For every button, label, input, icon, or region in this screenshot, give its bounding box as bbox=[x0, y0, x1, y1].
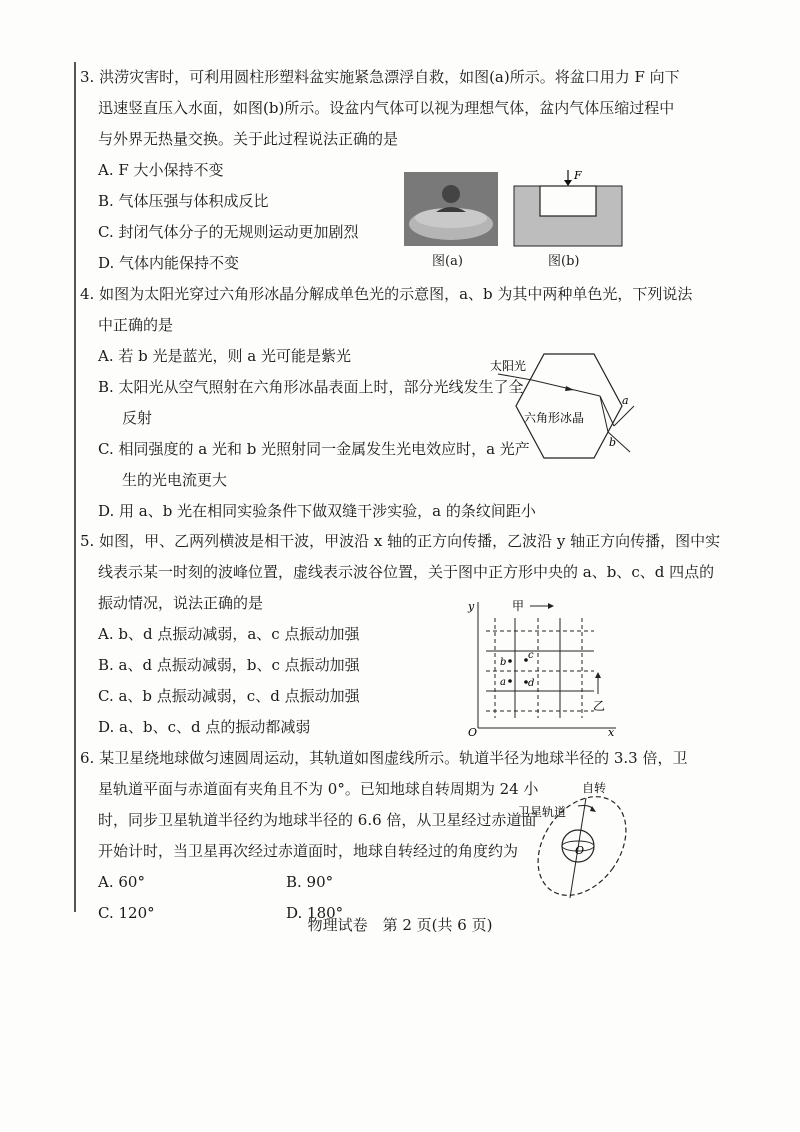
x-axis-label: x bbox=[608, 726, 615, 738]
figure-b-caption: 图(b) bbox=[548, 254, 580, 269]
origin-label: O bbox=[468, 726, 478, 738]
rotation-label: 自转 bbox=[582, 781, 607, 795]
option-d: D. a、b、c、d 点的振动都减弱 bbox=[98, 718, 311, 736]
question-4-line: 4. 如图为太阳光穿过六角形冰晶分解成单色光的示意图，a、b 为其中两种单色光，下列说法 bbox=[80, 285, 693, 303]
question-5-line: 5. 如图，甲、乙两列横波是相干波，甲波沿 x 轴的正方向传播，乙波沿 y 轴正方向传播，图中实 bbox=[80, 532, 721, 550]
question-6-line: 星轨道平面与赤道面有夹角且不为 0°。已知地球自转周期为 24 小 bbox=[98, 780, 539, 798]
option-d: D. 气体内能保持不变 bbox=[98, 254, 240, 272]
center-label: O bbox=[575, 844, 585, 857]
question-3-line: 迅速竖直压入水面，如图(b)所示。设盆内气体可以视为理想气体，盆内气体压缩过程中 bbox=[98, 99, 675, 117]
option-c: C. 相同强度的 a 光和 b 光照射同一金属发生光电效应时，a 光产 bbox=[98, 440, 530, 458]
ray-b-label: b bbox=[609, 436, 617, 449]
option-c: C. a、b 点振动减弱，c、d 点振动加强 bbox=[98, 687, 360, 705]
figure-a-caption: 图(a) bbox=[432, 254, 463, 269]
option-d: D. 用 a、b 光在相同实验条件下做双缝干涉实验，a 的条纹间距小 bbox=[98, 502, 536, 520]
force-label: F bbox=[574, 169, 582, 182]
figure-a-photo bbox=[404, 172, 498, 250]
question-4-line: 中正确的是 bbox=[98, 316, 174, 334]
ice-crystal-diagram bbox=[488, 346, 638, 486]
figure-b-diagram bbox=[512, 168, 624, 252]
option-b: B. 气体压强与体积成反比 bbox=[98, 192, 269, 210]
question-6-line: 开始计时，当卫星再次经过赤道面时，地球自转经过的角度约为 bbox=[98, 842, 519, 860]
wave-jia-label: 甲 bbox=[512, 599, 525, 613]
margin-line bbox=[74, 62, 76, 912]
option-c-cont: 生的光电流更大 bbox=[122, 471, 228, 489]
option-c: C. 120° bbox=[98, 904, 155, 922]
page-footer: 物理试卷 第 2 页(共 6 页) bbox=[307, 916, 493, 934]
y-axis-label: y bbox=[468, 600, 475, 613]
option-b-cont: 反射 bbox=[122, 409, 153, 427]
option-d: D. 180° bbox=[286, 904, 344, 922]
option-a: A. 若 b 光是蓝光，则 a 光可能是紫光 bbox=[98, 347, 351, 365]
option-c: C. 封闭气体分子的无规则运动更加剧烈 bbox=[98, 223, 359, 241]
crystal-label: 六角形冰晶 bbox=[524, 411, 585, 425]
question-6-line: 时，同步卫星轨道半径约为地球半径的 6.6 倍，从卫星经过赤道面 bbox=[98, 811, 537, 829]
ray-a-label: a bbox=[622, 394, 629, 407]
option-b: B. a、d 点振动减弱，b、c 点振动加强 bbox=[98, 656, 360, 674]
question-5 bbox=[80, 526, 720, 743]
option-b: B. 太阳光从空气照射在六角形冰晶表面上时，部分光线发生了全 bbox=[98, 378, 524, 396]
point-a-label: a bbox=[500, 677, 506, 688]
question-3-line: 3. 洪涝灾害时，可利用圆柱形塑料盆实施紧急漂浮自救，如图(a)所示。将盆口用力 F 向下 bbox=[80, 68, 680, 86]
sunlight-label: 太阳光 bbox=[490, 359, 527, 373]
point-c-label: c bbox=[528, 650, 534, 661]
point-d-label: d bbox=[528, 678, 535, 689]
wave-grid-diagram bbox=[460, 596, 620, 742]
wave-yi-label: 乙 bbox=[593, 699, 606, 713]
option-a: A. b、d 点振动减弱，a、c 点振动加强 bbox=[98, 625, 360, 643]
point-b-label: b bbox=[500, 657, 507, 668]
question-6-line: 6. 某卫星绕地球做匀速圆周运动，其轨道如图虚线所示。轨道半径为地球半径的 3.3 倍，卫 bbox=[80, 749, 688, 767]
question-5-line: 振动情况，说法正确的是 bbox=[98, 594, 264, 612]
satellite-orbit-diagram bbox=[516, 780, 640, 910]
option-b: B. 90° bbox=[286, 873, 334, 891]
question-3-line: 与外界无热量交换。关于此过程说法正确的是 bbox=[98, 130, 399, 148]
orbit-label: 卫星轨道 bbox=[518, 805, 567, 819]
question-5-line: 线表示某一时刻的波峰位置，虚线表示波谷位置，关于图中正方形中央的 a、b、c、d 四点的 bbox=[98, 563, 715, 581]
option-a: A. 60° bbox=[98, 873, 145, 891]
option-a: A. F 大小保持不变 bbox=[98, 161, 224, 179]
